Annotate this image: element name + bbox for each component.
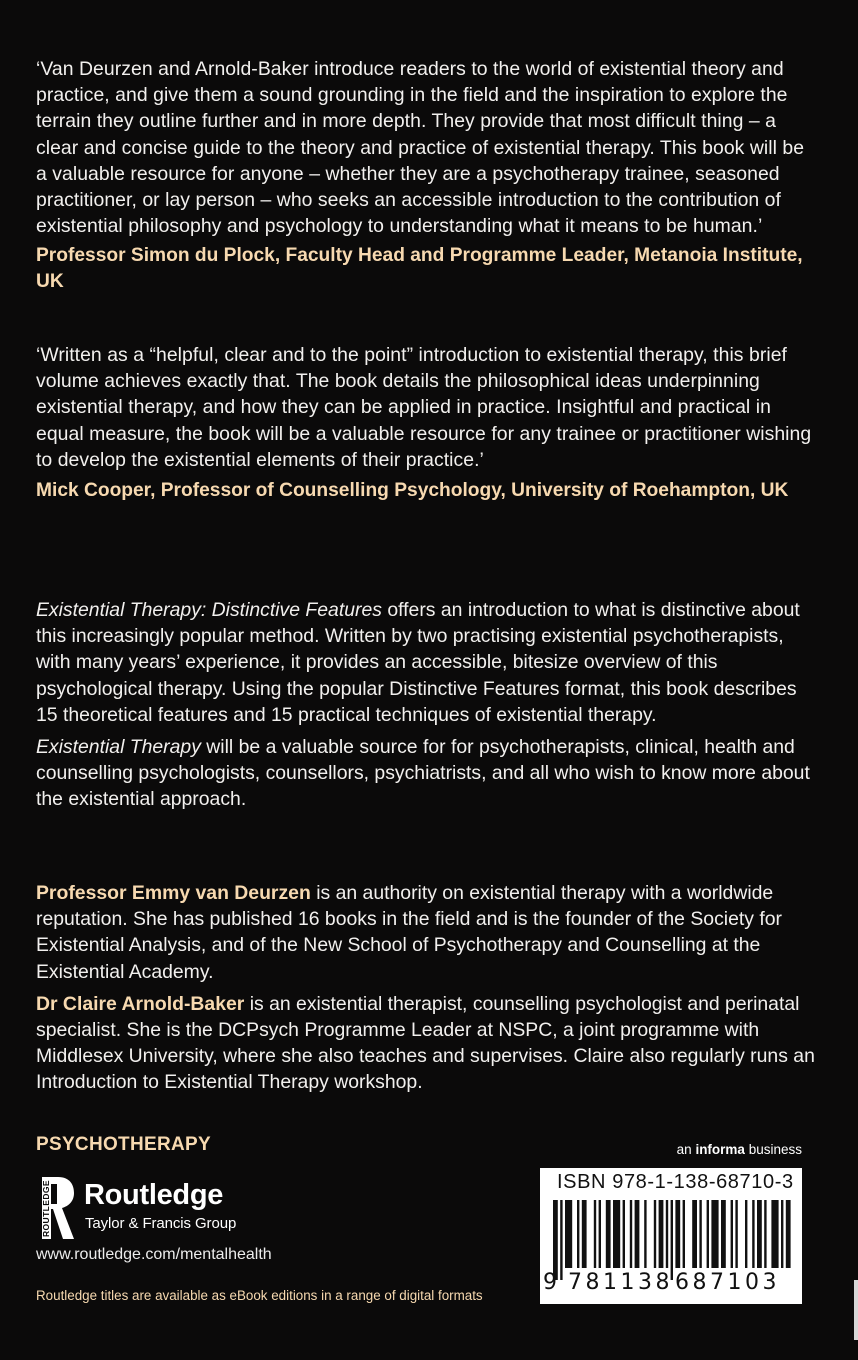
- barcode-bar: [560, 1200, 562, 1280]
- subject-category: PSYCHOTHERAPY: [36, 1134, 211, 1155]
- informa-prefix: an: [676, 1142, 696, 1157]
- barcode-bar: [771, 1200, 778, 1268]
- barcode-bar: [692, 1200, 697, 1268]
- description-para-1-text: offers an introduction to what is distinctive about this increasingly popular method. Written by two practising existential psychotherapists, with many years’ experience, it provides an accessible, bitesize overview of this psychological therapy. Using the popular Distinctive Features format, this book describes 15 theoretical features and 15 practical techniques of existential therapy.: [36, 599, 800, 726]
- routledge-logo-mark-icon: [36, 1175, 76, 1241]
- barcode-bar: [644, 1200, 646, 1268]
- barcode-bar: [654, 1200, 656, 1268]
- ebook-availability-note: Routledge titles are available as eBook editions in a range of digital formats: [36, 1288, 483, 1303]
- publisher-name: Routledge: [84, 1179, 224, 1211]
- description-paragraph-1: [36, 597, 816, 728]
- barcode-bar: [675, 1200, 680, 1268]
- barcode-bar: [599, 1200, 601, 1268]
- barcode-bar: [786, 1200, 791, 1268]
- barcode-bar: [577, 1200, 579, 1268]
- book-description: [36, 597, 816, 813]
- review-1-quote: ‘Van Deurzen and Arnold-Baker introduce readers to the world of existential theory and practice, and give them a sound grounding in the field and the inspiration to explore the terrain they outline further and in more depth. They provide that most difficult thing – a clear and concise guide to the theory and practice of existential therapy. This book will be a valuable resource for anyone – whether they are a psychotherapy trainee, seasoned practitioner, or lay person – who seeks an accessible introduction to the contribution of existential philosophy and psychology to understanding what it means to be human.’: [36, 58, 805, 238]
- author-bio-2-text: is an existential therapist, counselling psychologist and perinatal specialist. She is the DCPsych Programme Leader at NSPC, a joint programme with Middlesex University, where she also teaches and supervises. Claire also regularly runs an Introduction to Existential Therapy workshop.: [36, 992, 815, 1094]
- barcode-bar: [666, 1200, 668, 1268]
- description-paragraph-2: [36, 734, 816, 813]
- informa-tagline: [677, 1142, 802, 1157]
- barcode-bar: [594, 1200, 596, 1268]
- barcode-bar: [764, 1200, 766, 1268]
- isbn-label: ISBN 978-1-138-68710-3: [557, 1171, 794, 1193]
- author-name-1: Professor Emmy van Deurzen: [36, 882, 311, 904]
- isbn-barcode: [540, 1168, 802, 1304]
- barcode-bar: [781, 1200, 783, 1268]
- review-1: [36, 56, 816, 295]
- author-name-2: Dr Claire Arnold-Baker: [36, 992, 245, 1015]
- barcode-bar: [659, 1200, 664, 1268]
- informa-suffix: business: [744, 1142, 802, 1157]
- barcode-bars-icon: [551, 1200, 791, 1280]
- author-bio-2: [36, 991, 816, 1096]
- barcode-bar: [721, 1200, 726, 1268]
- barcode-bar: [752, 1200, 754, 1268]
- barcode-bar: [699, 1200, 701, 1268]
- review-2-quote: ‘Written as a “helpful, clear and to the point” introduction to existential therapy, this brief volume achieves exactly that. The book details the philosophical ideas underpinning existential therapy, and how they can be applied in practice. Insightful and practical in equal measure, the book will be a valuable resource for any trainee or practitioner wishing to develop the existential elements of their practice.’: [36, 344, 812, 471]
- author-bios: [36, 880, 816, 1096]
- review-2-attribution: Mick Cooper, Professor of Counselling Psychology, University of Roehampton, UK: [36, 480, 789, 502]
- review-2: [36, 342, 816, 504]
- ean-left-digits: 781138: [568, 1270, 673, 1295]
- routledge-logo: [36, 1175, 276, 1241]
- barcode-bar: [630, 1200, 632, 1268]
- ean-first-digit: 9: [543, 1270, 557, 1295]
- barcode-bar: [683, 1200, 685, 1268]
- ean-right-digits: 687103: [675, 1270, 780, 1295]
- barcode-bar: [671, 1200, 673, 1280]
- barcode-bar: [745, 1200, 747, 1268]
- book-title-italic: Existential Therapy: Distinctive Features: [36, 599, 382, 621]
- informa-brand: informa: [695, 1142, 745, 1157]
- edge-strip: [854, 1280, 858, 1340]
- barcode-bar: [582, 1200, 587, 1268]
- barcode-bar: [735, 1200, 737, 1268]
- barcode-bar: [731, 1200, 733, 1268]
- book-title-short-italic: Existential Therapy: [36, 736, 201, 759]
- barcode-bar: [757, 1200, 762, 1268]
- publisher-url[interactable]: www.routledge.com/mentalhealth: [36, 1246, 272, 1263]
- barcode-bar: [711, 1200, 718, 1268]
- author-bio-1-text: is an authority on existential therapy with a worldwide reputation. She has published 16 books in the field and is the founder of the Society for Existential Analysis, and of the New School of Psychotherapy and Counselling at the Existential Academy.: [36, 882, 782, 983]
- barcode-bar: [606, 1200, 611, 1268]
- barcode-bar: [623, 1200, 625, 1268]
- description-para-2-text: will be a valuable source for for psychotherapists, clinical, health and counselling psychologists, counsellors, psychiatrists, and all who wish to know more about the existential approach.: [36, 736, 810, 811]
- barcode-bar: [707, 1200, 709, 1268]
- barcode-bar: [553, 1200, 558, 1280]
- review-1-attribution: Professor Simon du Plock, Faculty Head and Programme Leader, Metanoia Institute, UK: [36, 245, 803, 293]
- author-bio-1: [36, 880, 816, 985]
- barcode-bar: [635, 1200, 640, 1268]
- barcode-bar: [613, 1200, 620, 1268]
- routledge-logo-mark-text: ROUTLEDGE: [41, 1180, 51, 1237]
- publisher-group: Taylor & Francis Group: [85, 1215, 237, 1232]
- barcode-bar: [565, 1200, 572, 1268]
